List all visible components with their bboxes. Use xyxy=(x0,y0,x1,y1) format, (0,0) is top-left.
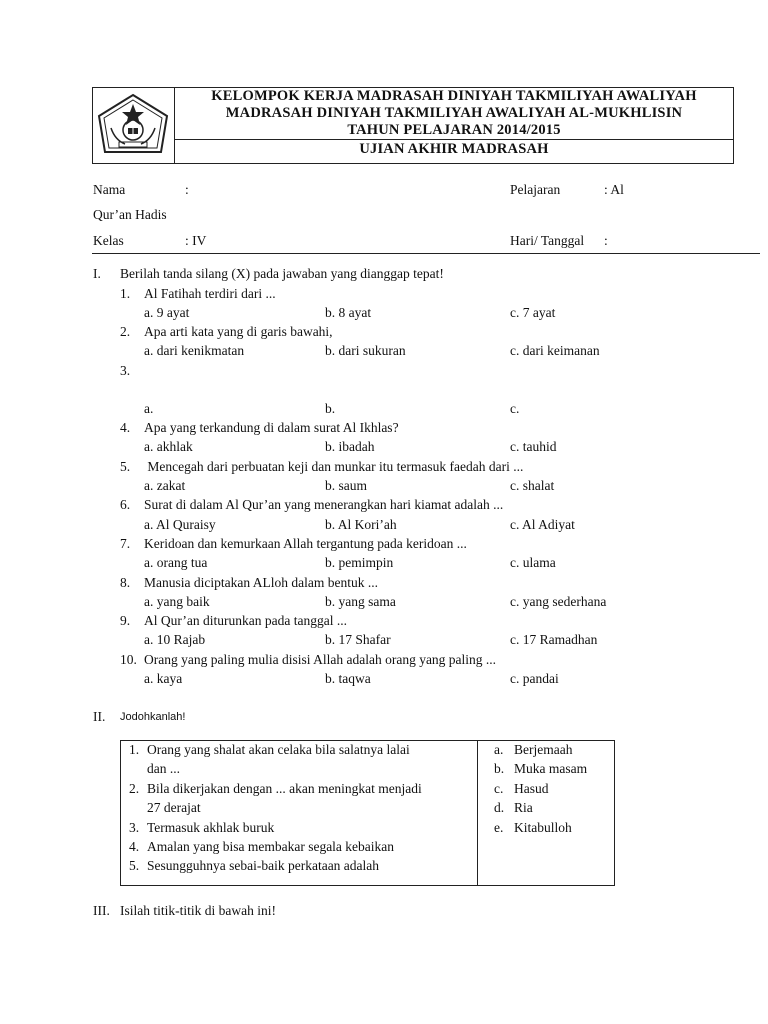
header-box xyxy=(92,87,734,164)
match-right-letter: d. xyxy=(494,800,505,815)
option-a: a. yang baik xyxy=(144,594,210,609)
section-2-instruction: Jodohkanlah! xyxy=(120,711,186,723)
ministry-emblem-icon xyxy=(95,92,171,158)
option-c: c. ulama xyxy=(510,555,556,570)
option-c: c. tauhid xyxy=(510,439,557,454)
option-b: b. xyxy=(325,401,336,416)
question-number: 8. xyxy=(120,575,131,590)
question-text: Manusia diciptakan ALloh dalam bentuk ... xyxy=(144,575,378,590)
match-left-number: 1. xyxy=(129,742,140,757)
section-3-instruction: Isilah titik-titik di bawah ini! xyxy=(120,903,276,918)
hari-tanggal-value: : xyxy=(604,233,608,248)
logo-cell xyxy=(93,88,175,163)
question-text: Apa yang terkandung di dalam surat Al Ikhlas? xyxy=(144,420,399,435)
section-2-numeral: II. xyxy=(93,709,106,724)
option-a: a. 9 ayat xyxy=(144,305,190,320)
option-a: a. orang tua xyxy=(144,555,208,570)
info-divider xyxy=(92,253,760,254)
match-left-number: 3. xyxy=(129,820,140,835)
nama-colon: : xyxy=(185,182,189,197)
match-left-text: Termasuk akhlak buruk xyxy=(147,820,275,835)
match-left-text-cont: dan ... xyxy=(147,761,180,776)
option-c: c. dari keimanan xyxy=(510,343,600,358)
question-text: Al Fatihah terdiri dari ... xyxy=(144,286,276,301)
header-title-line-3: TAHUN PELAJARAN 2014/2015 xyxy=(347,122,561,138)
match-right-text: Ria xyxy=(514,800,533,815)
option-c: c. xyxy=(510,401,520,416)
match-left-number: 4. xyxy=(129,839,140,854)
option-a: a. kaya xyxy=(144,671,183,686)
match-right-text: Muka masam xyxy=(514,761,588,776)
question-text: Al Qur’an diturunkan pada tanggal ... xyxy=(144,613,347,628)
kelas-label: Kelas xyxy=(93,233,124,248)
kelas-value: : IV xyxy=(185,233,207,248)
header-title-line-2: MADRASAH DINIYAH TAKMILIYAH AWALIYAH AL-MUKHLISIN xyxy=(225,105,683,121)
match-right-text: Berjemaah xyxy=(514,742,573,757)
match-left-number: 5. xyxy=(129,858,140,873)
matching-table xyxy=(120,740,615,886)
option-b: b. 17 Shafar xyxy=(325,632,391,647)
pelajaran-value: : Al xyxy=(604,182,624,197)
option-a: a. xyxy=(144,401,154,416)
question-text: Orang yang paling mulia disisi Allah adalah orang yang paling ... xyxy=(144,652,497,667)
question-number: 6. xyxy=(120,497,131,512)
match-right-letter: b. xyxy=(494,761,505,776)
question-number: 4. xyxy=(120,420,131,435)
pelajaran-label: Pelajaran xyxy=(510,182,561,197)
option-a: a. 10 Rajab xyxy=(144,632,206,647)
option-c: c. pandai xyxy=(510,671,559,686)
match-right-letter: e. xyxy=(494,820,504,835)
question-text: Keridoan dan kemurkaan Allah tergantung pada keridoan ... xyxy=(144,536,467,551)
pelajaran-continuation: Qur’an Hadis xyxy=(93,207,167,222)
option-b: b. ibadah xyxy=(325,439,375,454)
option-c: c. Al Adiyat xyxy=(510,517,575,532)
match-left-text-cont: 27 derajat xyxy=(147,800,201,815)
match-right-text: Hasud xyxy=(514,781,549,796)
header-title-line-4: UJIAN AKHIR MADRASAH xyxy=(359,141,549,157)
hari-tanggal-label: Hari/ Tanggal xyxy=(510,233,585,248)
option-b: b. taqwa xyxy=(325,671,371,686)
option-c: c. 17 Ramadhan xyxy=(510,632,598,647)
match-left-text: Orang yang shalat akan celaka bila salatnya lalai xyxy=(147,742,410,757)
option-c: c. shalat xyxy=(510,478,555,493)
question-number: 3. xyxy=(120,363,131,378)
option-b: b. 8 ayat xyxy=(325,305,372,320)
option-a: a. akhlak xyxy=(144,439,193,454)
match-right-text: Kitabulloh xyxy=(514,820,572,835)
question-number: 10. xyxy=(120,652,137,667)
header-titles xyxy=(175,88,733,163)
header-divider xyxy=(175,139,733,140)
option-a: a. dari kenikmatan xyxy=(144,343,245,358)
match-right-letter: c. xyxy=(494,781,504,796)
option-b: b. saum xyxy=(325,478,367,493)
question-number: 5. xyxy=(120,459,131,474)
section-3-numeral: III. xyxy=(93,903,110,918)
option-a: a. zakat xyxy=(144,478,186,493)
option-c: c. 7 ayat xyxy=(510,305,556,320)
option-b: b. pemimpin xyxy=(325,555,394,570)
option-a: a. Al Quraisy xyxy=(144,517,216,532)
question-text: Apa arti kata yang di garis bawahi, xyxy=(144,324,333,339)
option-b: b. yang sama xyxy=(325,594,396,609)
option-b: b. dari sukuran xyxy=(325,343,406,358)
nama-label: Nama xyxy=(93,182,126,197)
section-1-numeral: I. xyxy=(93,266,101,281)
question-number: 1. xyxy=(120,286,131,301)
match-right-letter: a. xyxy=(494,742,504,757)
match-left-number: 2. xyxy=(129,781,140,796)
matching-table-divider xyxy=(477,741,478,885)
match-left-text: Amalan yang bisa membakar segala kebaikan xyxy=(147,839,395,854)
question-text: Mencegah dari perbuatan keji dan munkar itu termasuk faedah dari ... xyxy=(144,459,524,474)
question-number: 7. xyxy=(120,536,131,551)
option-c: c. yang sederhana xyxy=(510,594,607,609)
question-text: Surat di dalam Al Qur’an yang menerangkan hari kiamat adalah ... xyxy=(144,497,504,512)
match-left-text: Sesungguhnya sebai-baik perkataan adalah xyxy=(147,858,380,873)
question-number: 2. xyxy=(120,324,131,339)
question-number: 9. xyxy=(120,613,131,628)
option-b: b. Al Kori’ah xyxy=(325,517,397,532)
match-left-text: Bila dikerjakan dengan ... akan meningkat menjadi xyxy=(147,781,422,796)
section-1-instruction: Berilah tanda silang (X) pada jawaban yang dianggap tepat! xyxy=(120,266,444,281)
header-title-line-1: KELOMPOK KERJA MADRASAH DINIYAH TAKMILIYAH AWALIYAH xyxy=(211,88,697,104)
